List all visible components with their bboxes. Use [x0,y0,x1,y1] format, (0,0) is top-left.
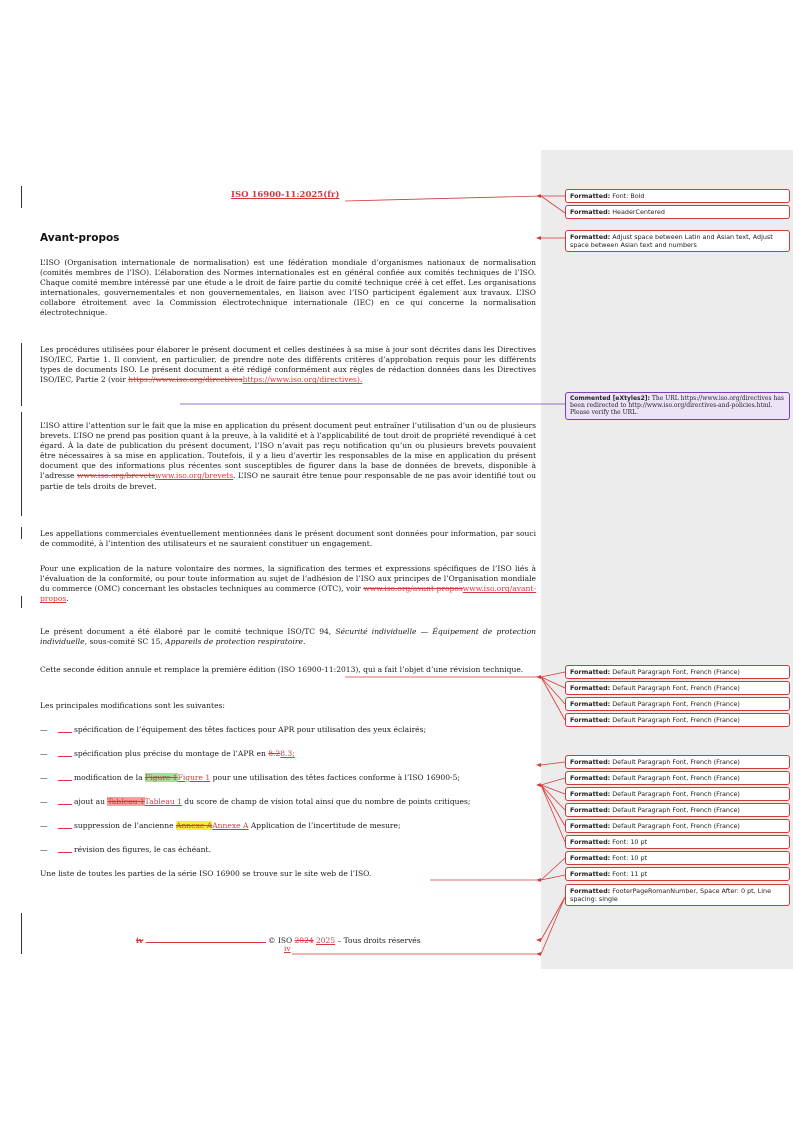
paragraph-procedures [40,345,536,385]
change-bar [21,913,22,954]
change-bar [21,596,22,608]
format-balloon[interactable] [565,755,790,769]
change-bar [21,186,22,208]
balloon-label: Formatted: [570,716,611,724]
list-item-text: du score de champ de vision total ainsi que du nombre de points critiques; [181,797,471,806]
format-balloon[interactable] [565,681,790,695]
copyright-text: © ISO [268,936,295,945]
inserted-year: 2025 [316,936,336,945]
paragraph-text: . [302,637,306,647]
list-item: — spécification plus précise du montage de l’APR en 8.28.3; [40,749,295,758]
format-balloon[interactable] [565,697,790,711]
balloon-label: Formatted: [570,700,611,708]
deleted-link[interactable]: Figure 1 [144,773,178,782]
inserted-link[interactable]: https://www.iso.org/directives [242,375,357,385]
format-balloon[interactable] [565,819,790,833]
format-balloon[interactable] [565,205,790,219]
inserted-link[interactable]: Annexe A [212,821,249,830]
list-item-text: ajout au [74,797,108,806]
balloon-text: Default Paragraph Font, French (France) [612,806,740,814]
balloon-text: Default Paragraph Font, French (France) [612,774,740,782]
paragraph-text: L’ISO attire l’attention sur le fait que la mise en application du présent document peut entraîner l’utilisation d’un ou de plusieurs brevets. L’ISO ne prend pas position quant à la preuve, à la validité et à l’applicabilité de tout droit de propriété revendiqué à cet égard. À la date de publication du présent document, l’ISO n’avait pas reçu notification qu’un ou plusieurs brevets pouvaient être nécessaires à sa mise en application. Toutefois, il y a lieu d’avertir les responsables de la mise en application du présent document que des informations plus récentes sont susceptibles de figurer dans la base de données de brevets, disponible à l’adresse [40,421,536,481]
deleted-page-number: iv [136,936,144,945]
inserted-link[interactable]: 8.3 [280,749,293,758]
list-item-text: spécification plus précise du montage de l’APR en [74,749,269,758]
deleted-link[interactable]: 8.2 [268,749,281,758]
balloon-label: Formatted: [570,192,611,200]
balloon-label: Formatted: [570,684,611,692]
paragraph-patents [40,421,536,492]
balloon-label: Formatted: [570,208,611,216]
comment-text: The URL https://www.iso.org/directives has been redirected to http://www.iso.org/directives-and-policies.html. Please verify the URL. [570,395,784,417]
section-heading: Avant-propos [40,232,120,244]
list-item-text: spécification de l’équipement des têtes factices pour APR pour utilisation des yeux éclairés; [74,725,427,734]
format-balloon[interactable] [565,835,790,849]
page-footer [136,936,541,945]
balloon-text: Default Paragraph Font, French (France) [612,758,740,766]
inserted-link[interactable]: www.iso.org/avant-propos [40,584,536,604]
balloon-label: Formatted: [570,758,611,766]
deleted-link[interactable]: www.iso.org/avant-propos [363,584,463,594]
balloon-label: Formatted: [570,668,611,676]
balloon-label: Formatted: [570,887,611,895]
format-balloon[interactable] [565,189,790,203]
paragraph-edition: Cette seconde édition annule et remplace la première édition (ISO 16900‑11:2013), qui a fait l’objet d’une révision technique. [40,665,524,674]
change-bar [21,527,22,539]
balloon-label: Formatted: [570,822,611,830]
inserted-page-number: iv [284,944,291,953]
balloon-label: Formatted: [570,854,611,862]
balloon-label: Formatted: [570,806,611,814]
list-item: — suppression de l’ancienne Annexe AAnnexe A Application de l’incertitude de mesure; [40,821,401,830]
change-bar [21,343,22,406]
inserted-text: ). [356,375,363,385]
format-balloon[interactable] [565,867,790,881]
balloon-label: Formatted: [570,790,611,798]
format-balloon[interactable] [565,787,790,801]
balloon-text: Font: 10 pt [612,854,648,862]
balloon-text: Default Paragraph Font, French (France) [612,822,740,830]
format-balloon[interactable] [565,230,790,252]
balloon-label: Formatted: [570,838,611,846]
list-item-text: suppression de l’ancienne [74,821,176,830]
balloon-text: Default Paragraph Font, French (France) [612,716,740,724]
format-balloon[interactable] [565,771,790,785]
list-item-text: Application de l’incertitude de mesure; [248,821,401,830]
deleted-year: 2024 [294,936,314,945]
format-balloon[interactable] [565,803,790,817]
inserted-text: ; [292,749,295,758]
paragraph-text: . [66,594,69,604]
copyright-text: – Tous droits réservés [335,936,421,945]
balloon-label: Formatted: [570,870,611,878]
paragraph-committee [40,627,536,647]
deleted-link[interactable]: www.iso.org/brevets [76,471,156,481]
paragraph-iso-intro: L’ISO (Organisation internationale de normalisation) est une fédération mondiale d’organismes nationaux de normalisation (comités membres de l’ISO). L’élaboration des Normes internationales est en général confiée aux comités techniques de l’ISO. Chaque comité membre intéressé par une étude a le droit de faire partie du comité technique créé à cet effet. Les organisations internationales, gouvernementales et non gouvernementales, en liaison avec l’ISO participent également aux travaux. L’ISO collabore étroitement avec la Commission électrotechnique internationale (IEC) en ce qui concerne la normalisation électrotechnique. [40,258,536,318]
list-item-text: révision des figures, le cas échéant. [74,845,211,854]
comment-balloon[interactable] [565,392,790,420]
list-item: — révision des figures, le cas échéant. [40,845,211,854]
balloon-text: HeaderCentered [612,208,665,216]
balloon-text: Font: 11 pt [612,870,648,878]
comment-label: Commented [eXtyles2]: [570,395,650,402]
inserted-link[interactable]: Tableau 1 [144,797,182,806]
balloon-text: Default Paragraph Font, French (France) [612,668,740,676]
inserted-link[interactable]: www.iso.org/brevets [155,471,234,481]
committee-title: Sécurité individuelle — Équipement de protection individuelle [40,627,536,647]
change-bar [21,412,22,516]
balloon-text: Default Paragraph Font, French (France) [612,700,740,708]
paragraph-voluntary-nature [40,564,536,604]
paragraph-text: Pour une explication de la nature volontaire des normes, la signification des termes et expressions spécifiques de l’ISO liés à l’évaluation de la conformité, ou pour toute information au sujet de l’adhésion de l’ISO aux principes de l’Organisation mondiale du commerce (OMC) concernant les obstacles techniques au commerce (OTC), voir [40,564,536,594]
deleted-link[interactable]: Annexe A [176,821,213,830]
deleted-link[interactable]: Tableau 1 [107,797,145,806]
deleted-link[interactable]: https://www.iso.org/directives [128,375,243,385]
balloon-text: Default Paragraph Font, French (France) [612,684,740,692]
list-item: — ajout au Tableau 1Tableau 1 du score de champ de vision total ainsi que du nombre de points critiques; [40,797,471,806]
paragraph-changes-intro: Les principales modifications sont les suivantes: [40,701,225,710]
format-balloon[interactable] [565,713,790,727]
format-balloon[interactable] [565,665,790,679]
balloon-text: Default Paragraph Font, French (France) [612,790,740,798]
format-balloon[interactable] [565,884,790,906]
page-header-doc-id: ISO 16900-11:2025(fr) [231,190,340,200]
balloon-text: Adjust space between Latin and Asian text, Adjust space between Asian text and numbers [570,233,773,250]
paragraph-text: Les procédures utilisées pour élaborer le présent document et celles destinées à sa mise à jour sont décrites dans les Directives ISO/IEC, Partie 1. Il convient, en particulier, de prendre note des différents critères d’approbation requis pour les différents types de documents ISO. Le présent document a été rédigé conformément aux règles de rédaction données dans les Directives ISO/IEC, Partie 2 (voir [40,345,536,385]
balloon-text: FooterPageRomanNumber, Space After: 0 pt, Line spacing: single [570,887,772,904]
paragraph-text: . L’ISO ne saurait être tenue pour responsable de ne pas avoir identifié tout ou partie de tels droits de brevet. [40,471,537,491]
balloon-label: Formatted: [570,774,611,782]
balloon-text: Font: 10 pt [612,838,648,846]
balloon-text: Font: Bold [612,192,645,200]
paragraph-text: , sous-comité SC 15, [84,637,166,647]
format-balloon[interactable] [565,851,790,865]
paragraph-trade-names: Les appellations commerciales éventuellement mentionnées dans le présent document sont données pour information, par souci de commodité, à l’intention des utilisateurs et ne sauraient constituer un engagement. [40,529,536,549]
inserted-link[interactable]: Figure 1 [177,773,211,782]
list-item-text: modification de la [74,773,145,782]
list-item-text: pour une utilisation des têtes factices conforme à l’ISO 16900‑5; [210,773,460,782]
list-item: — spécification de l’équipement des têtes factices pour APR pour utilisation des yeux éclairés; [40,725,427,734]
subcommittee-title: Appareils de protection respiratoire [165,637,303,647]
list-item: — modification de la Figure 1Figure 1 pour une utilisation des têtes factices conforme à l’ISO 16900‑5; [40,773,460,782]
balloon-label: Formatted: [570,233,611,241]
paragraph-parts-list: Une liste de toutes les parties de la série ISO 16900 se trouve sur le site web de l’ISO. [40,869,372,878]
paragraph-text: Le présent document a été élaboré par le comité technique ISO/TC 94, [40,627,336,636]
